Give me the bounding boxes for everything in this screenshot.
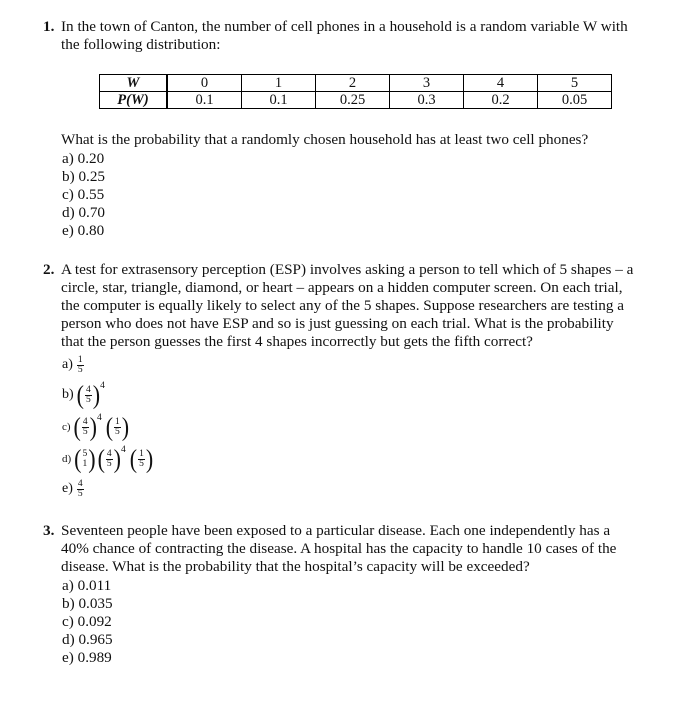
choice-b[interactable]: b) 0.035 <box>62 595 113 612</box>
table-cell: 0 <box>167 75 242 92</box>
choice-c[interactable]: c) ( $\frac{4}{5}$ ) 4 ( $\frac{1}{5}$ ) <box>62 414 153 440</box>
table-cell: 1 <box>242 75 316 92</box>
choice-d[interactable]: d) 0.70 <box>62 204 106 221</box>
table-cell: 0.2 <box>464 92 538 109</box>
exponent: 4 <box>100 381 105 391</box>
fraction: $\frac{1}{5}$ <box>139 448 144 469</box>
fraction: $\frac{4}{5}$ <box>106 448 112 469</box>
table-cell: 0.25 <box>316 92 390 109</box>
choice-label: e) <box>62 481 73 496</box>
question-2-line: the computer is equally likely to select any of the 5 shapes. Suppose researchers are testing a <box>61 297 625 314</box>
question-1-line: In the town of Canton, the number of cell phones in a household is a random variable W with <box>61 18 628 35</box>
table-cell: 0.1 <box>167 92 242 109</box>
question-3-number: 3. <box>43 522 55 539</box>
choice-label: b) <box>62 387 74 402</box>
table-cell: 3 <box>390 75 464 92</box>
question-1-prompt-text: What is the probability that a randomly chosen household has at least two cell phones? <box>61 131 589 148</box>
question-1-prompt <box>61 131 661 149</box>
question-3-line: Seventeen people have been exposed to a particular disease. Each one independently has a <box>61 522 611 539</box>
question-3-text <box>61 522 661 576</box>
choice-d[interactable]: d) ( 5 1 ) ( $\frac{4}{5}$ ) 4 ( $\frac{1}{5}$ ) <box>62 446 153 472</box>
table-cell: 0.05 <box>538 92 612 109</box>
question-1-line: the following distribution: <box>61 36 221 53</box>
table-cell: 2 <box>316 75 390 92</box>
choice-c[interactable]: c) 0.092 <box>62 613 112 630</box>
binomial-coefficient: 5 1 <box>82 449 88 469</box>
question-2-line: A test for extrasensory perception (ESP) involves asking a person to tell which of 5 shapes – a <box>61 261 634 278</box>
fraction: $\frac{4}{5}$ <box>77 478 83 499</box>
question-2-line: person who does not have ESP and so is just guessing on each trial. What is the probability <box>61 315 614 332</box>
question-1-number: 1. <box>43 18 55 35</box>
question-3-line: disease. What is the probability that the hospital’s capacity will be exceeded? <box>61 558 530 575</box>
choice-c[interactable]: c) 0.55 <box>62 186 105 203</box>
table-header-pw: P(W) <box>100 92 168 109</box>
choice-b[interactable]: b) ( $\frac{4}{5}$ ) 4 <box>62 382 153 408</box>
table-cell: 0.3 <box>390 92 464 109</box>
fraction: $\frac{4}{5}$ <box>86 384 91 405</box>
question-2-text <box>61 261 661 351</box>
exponent: 4 <box>120 445 126 455</box>
question-1-text <box>61 18 661 54</box>
choice-label: d) <box>62 453 72 465</box>
choice-label: a) <box>62 357 73 372</box>
choice-a[interactable] <box>62 352 153 378</box>
fraction: $\frac{1}{5}$ <box>77 354 83 375</box>
question-1-choices <box>62 150 105 240</box>
choice-a[interactable]: a) 0.20 <box>62 150 105 167</box>
question-2-number: 2. <box>43 261 55 278</box>
choice-e[interactable]: e) 0.80 <box>62 222 105 239</box>
question-3-choices <box>62 577 113 667</box>
fraction: $\frac{4}{5}$ <box>82 416 88 437</box>
choice-d[interactable]: d) 0.965 <box>62 631 113 648</box>
table-header-w: W <box>100 75 168 92</box>
choice-b[interactable]: b) 0.25 <box>62 168 106 185</box>
table-cell: 4 <box>464 75 538 92</box>
choice-e[interactable] <box>62 476 153 502</box>
table-cell: 0.1 <box>242 92 316 109</box>
choice-e[interactable]: e) 0.989 <box>62 649 112 666</box>
table-cell: 5 <box>538 75 612 92</box>
choice-label: c) <box>62 421 71 433</box>
choice-a[interactable]: a) 0.011 <box>62 577 112 594</box>
question-3-line: 40% chance of contracting the disease. A hospital has the capacity to handle 10 cases of the <box>61 540 617 557</box>
distribution-table <box>99 74 612 109</box>
question-2-line: circle, star, triangle, diamond, or heart – appears on a hidden computer screen. On each trial, <box>61 279 623 296</box>
exponent: 4 <box>96 413 102 423</box>
question-2-line: that the person guesses the first 4 shapes incorrectly but gets the fifth correct? <box>61 333 533 350</box>
fraction: $\frac{1}{5}$ <box>115 416 120 437</box>
question-2-choices <box>62 352 153 502</box>
